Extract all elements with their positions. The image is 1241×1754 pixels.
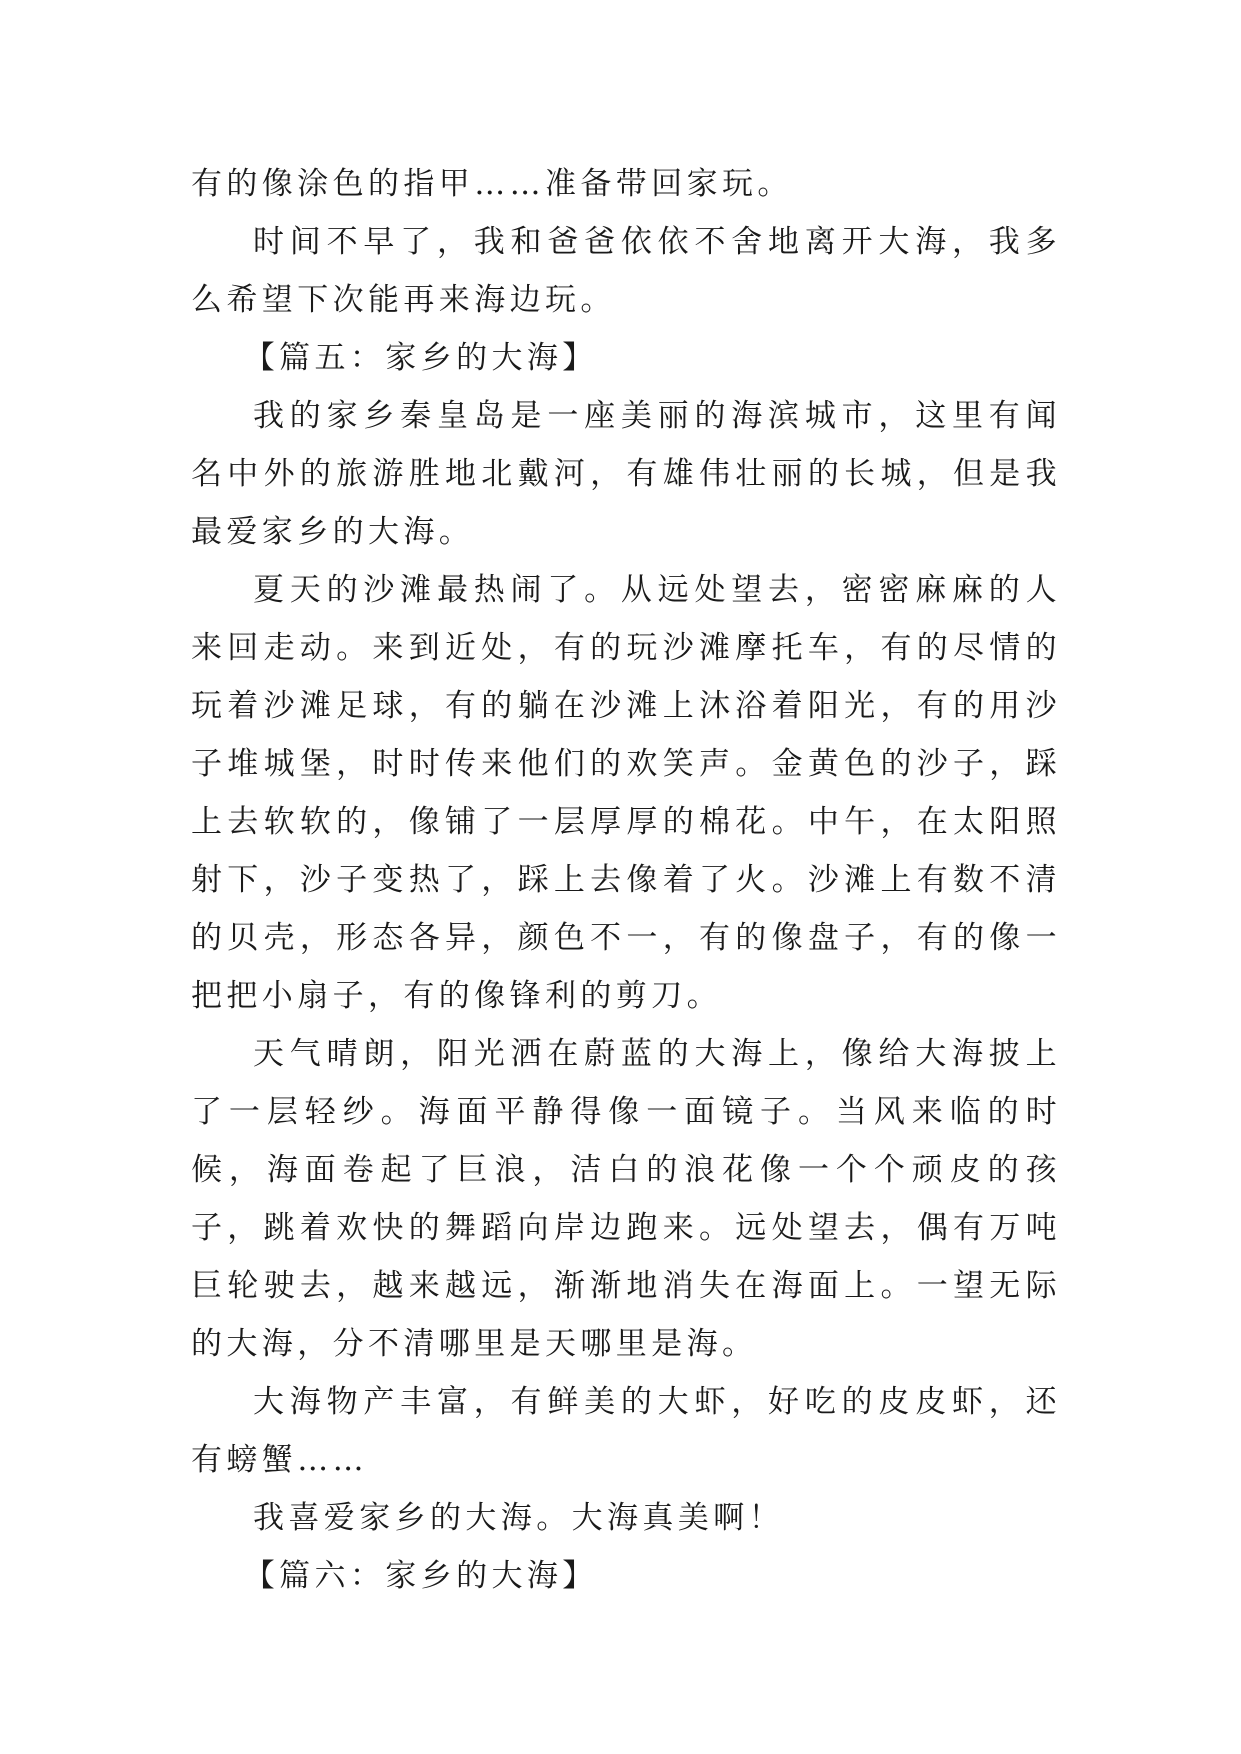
document-body: [191, 155, 1061, 1605]
paragraph-conclusion: 我喜爱家乡的大海。大海真美啊！: [253, 1500, 784, 1536]
section-heading-part-five: 【篇五：家乡的大海】: [243, 340, 598, 376]
paragraph-hometown-intro: 我的家乡秦皇岛是一座美丽的海滨城市，这里有闻名中外的旅游胜地北戴河，有雄伟壮丽的长城，但是我最爱家乡的大海。: [191, 398, 1061, 550]
paragraph-continuation: 有的像涂色的指甲……准备带回家玩。: [191, 166, 793, 202]
section-heading-part-six: 【篇六：家乡的大海】: [243, 1558, 598, 1594]
paragraph-summer-beach: 夏天的沙滩最热闹了。从远处望去，密密麻麻的人来回走动。来到近处，有的玩沙滩摩托车，有的尽情的玩着沙滩足球，有的躺在沙滩上沐浴着阳光，有的用沙子堆城堡，时时传来他们的欢笑声。金黄色的沙子，踩上去软软的，像铺了一层厚厚的棉花。中午，在太阳照射下，沙子变热了，踩上去像着了火。沙滩上有数不清的贝壳，形态各异，颜色不一，有的像盘子，有的像一把把小扇子，有的像锋利的剪刀。: [191, 572, 1061, 1014]
paragraph-leaving-sea: 时间不早了，我和爸爸依依不舍地离开大海，我多么希望下次能再来海边玩。: [191, 224, 1061, 318]
paragraph-sunny-sea: 天气晴朗，阳光洒在蔚蓝的大海上，像给大海披上了一层轻纱。海面平静得像一面镜子。当风来临的时候，海面卷起了巨浪，洁白的浪花像一个个顽皮的孩子，跳着欢快的舞蹈向岸边跑来。远处望去，偶有万吨巨轮驶去，越来越远，渐渐地消失在海面上。一望无际的大海，分不清哪里是天哪里是海。: [191, 1036, 1061, 1362]
paragraph-sea-products: 大海物产丰富，有鲜美的大虾，好吃的皮皮虾，还有螃蟹……: [191, 1384, 1061, 1478]
